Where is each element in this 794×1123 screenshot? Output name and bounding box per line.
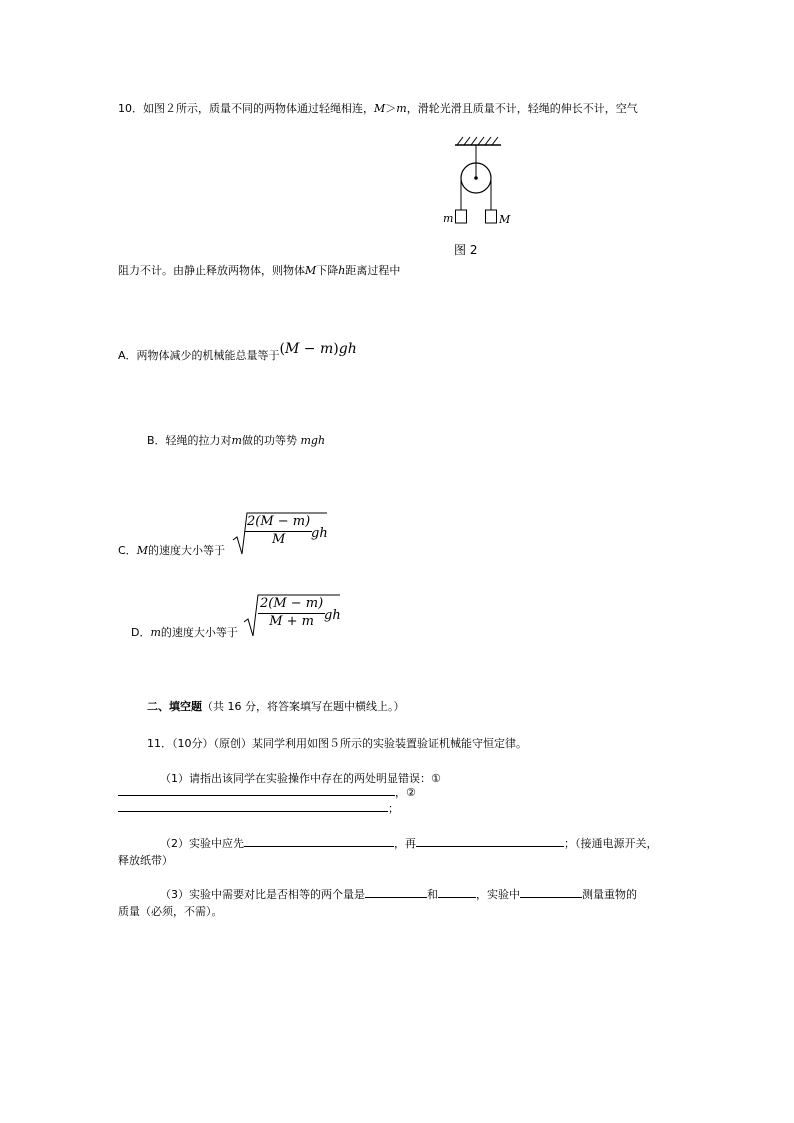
- q10-stem-line1: [118, 100, 638, 116]
- ceiling-hatch: [457, 137, 498, 145]
- option-d-var: m: [150, 626, 161, 639]
- option-a-minus: −: [299, 341, 320, 357]
- section-heading: [147, 698, 405, 714]
- option-a-gh: gh: [338, 341, 357, 357]
- figure-caption: 图 2: [454, 243, 478, 257]
- option-d-letter: D．: [131, 626, 151, 639]
- answer-blank-1[interactable]: [118, 785, 395, 796]
- label-M: M: [499, 213, 511, 226]
- answer-blank-2[interactable]: [118, 801, 388, 812]
- q11-part1-line3: [118, 800, 399, 816]
- q11-part2-line1: [160, 835, 658, 851]
- pulley-figure: [435, 130, 535, 260]
- q11-stem: 11．（10分）（原创）某同学利用如图５所示的实验装置验证机械能守恒定律。: [147, 737, 527, 750]
- option-b-text: B．轻绳的拉力对: [147, 434, 232, 447]
- q11-part2-line2: 释放纸带）: [118, 854, 173, 867]
- q10-var-M-2: M: [305, 264, 317, 277]
- section-title: 二、填空题: [147, 700, 202, 713]
- option-c-letter: C．: [118, 544, 137, 557]
- q11-part1-mid: ，②: [395, 786, 416, 799]
- option-a-paren-close: ): [333, 341, 339, 357]
- option-c-gh: gh: [311, 526, 328, 541]
- q11-part2-text-b: ，再: [394, 837, 416, 850]
- label-m: m: [443, 212, 454, 225]
- option-a-M: M: [285, 341, 300, 357]
- q10-stem-line2: [118, 262, 400, 278]
- option-c-var: M: [136, 544, 148, 557]
- q10-var-M: M: [374, 102, 386, 115]
- option-d-denominator: M + m: [269, 613, 314, 629]
- option-b-expr: mgh: [300, 434, 326, 447]
- q11-part1-line2: [118, 784, 416, 800]
- option-b: [147, 432, 325, 448]
- q11-part3-text-a: （3）实验中需要对比是否相等的两个量是: [160, 888, 365, 901]
- q11-part3-line1: [160, 886, 637, 902]
- option-d-gh: gh: [324, 608, 341, 623]
- answer-blank-6[interactable]: [438, 887, 476, 898]
- answer-blank-3[interactable]: [244, 836, 394, 847]
- block-M: [486, 210, 497, 223]
- answer-blank-5[interactable]: [365, 887, 427, 898]
- option-a-expr: [280, 341, 357, 357]
- q10-var-h: h: [338, 264, 346, 277]
- option-d-text: 的速度大小等于: [160, 626, 238, 639]
- q11-part2-text-c: ；（接通电源开关，: [564, 837, 658, 850]
- option-d-fraction: [258, 597, 325, 630]
- q10-gt-sign: ＞: [385, 102, 397, 115]
- q11-part3-text-d: 测量重物的: [582, 888, 637, 901]
- block-m: [456, 210, 467, 223]
- pulley-diagram: [435, 130, 535, 260]
- pulley-axle: [474, 176, 478, 180]
- q10-stem-text-b: ，滑轮光滑且质量不计，轻绳的伸长不计，空气: [406, 102, 638, 115]
- option-a: [118, 341, 357, 363]
- option-c-text: 的速度大小等于: [147, 544, 225, 557]
- answer-blank-7[interactable]: [520, 887, 582, 898]
- answer-blank-4[interactable]: [416, 836, 564, 847]
- option-c-label: [118, 542, 225, 558]
- q11-part2-text-a: （2）实验中应先: [160, 837, 244, 850]
- option-a-paren-open: (: [279, 341, 285, 357]
- option-d-formula: [242, 592, 346, 640]
- option-a-m: m: [319, 341, 334, 357]
- option-c-formula: [231, 510, 331, 558]
- q11-part3-text-c: ，实验中: [476, 888, 520, 901]
- q11-part1-text: （1）请指出该同学在实验操作中存在的两处明显错误：①: [160, 772, 441, 785]
- option-d-numerator: 2(M − m): [258, 597, 325, 614]
- option-a-text: A．两物体减少的机械能总量等于: [118, 349, 280, 362]
- q10-stem-text-c: 阻力不计。由静止释放两物体，则物体: [118, 264, 305, 277]
- option-c-denominator: M: [271, 531, 286, 547]
- section-note: （共 16 分，将答案填写在题中横线上。）: [202, 700, 405, 713]
- option-c-fraction: [245, 515, 312, 548]
- option-b-text2: 做的功等势: [241, 434, 297, 447]
- option-c-numerator: 2(M − m): [245, 515, 312, 532]
- q10-var-m: m: [396, 102, 407, 115]
- q10-stem-text-e: 距离过程中: [345, 264, 401, 277]
- q11-part3-line2: 质量（必须，不需）。: [118, 905, 223, 918]
- q11-part1-end: ；: [388, 802, 399, 815]
- option-d-label: [131, 624, 238, 640]
- q10-stem-text-a: 10．如图２所示，质量不同的两物体通过轻绳相连，: [118, 102, 374, 115]
- q11-part3-text-b: 和: [427, 888, 438, 901]
- option-b-var-m: m: [231, 434, 242, 447]
- q10-stem-text-d: 下降: [316, 264, 339, 277]
